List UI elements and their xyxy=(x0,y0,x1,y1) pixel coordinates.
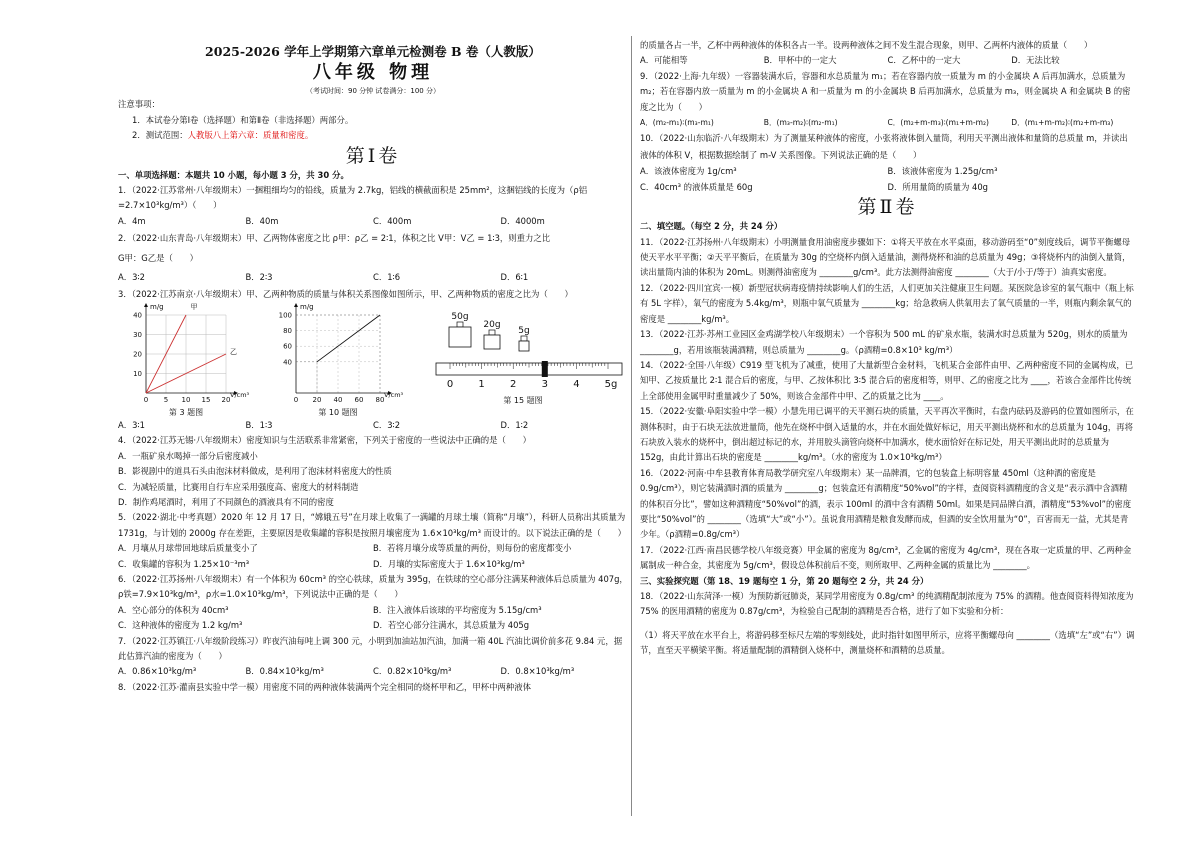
x-tick-label: 20 xyxy=(221,395,231,404)
option: B．甲杯中的一定大 xyxy=(763,55,837,66)
option: D．0.8×10³kg/m³ xyxy=(500,666,575,677)
y-tick-label: 80 xyxy=(283,326,292,335)
option: B．40m xyxy=(245,215,279,226)
weight-label: 5g xyxy=(518,325,530,336)
question-2: 2．（2022·山东青岛·八年级期末）甲、乙两物体密度之比 ρ甲：ρ乙 = 2∶1，体积之比 V甲：V乙 = 1∶3，则重力之比 xyxy=(118,233,551,244)
figure-10-caption: 第 10 题图 xyxy=(318,407,358,417)
x-axis-label: V/cm³ xyxy=(384,390,404,399)
option: B．0.84×10³kg/m³ xyxy=(245,666,324,677)
option: B．(m₃-m₂)∶(m₂-m₁) xyxy=(763,118,838,128)
figure-3-caption: 第 3 题图 xyxy=(168,407,204,417)
option: C．40cm³ 的液体质量是 60g xyxy=(640,181,753,192)
y-arrow xyxy=(144,303,148,307)
option: A．月壤从月球带回地球后质量变小了 xyxy=(118,543,258,554)
question-14: 14．（2022·全国·八年级）C919 型飞机为了减重，使用了大量新型合金材料，飞机某合金部件由甲、乙两种密度不同的金属构成，已知甲、乙按质量比 2∶1 混合后的密度，与甲、乙按体积比 3∶5 混合后的密度相等，则甲、乙的密度之比为 ____，若该合金部件比传统上全部使用金属甲时重量减少了 50%，则该合金部件中甲、乙的质量之比为 ____。 xyxy=(640,359,1134,401)
y-tick-label: 10 xyxy=(133,369,142,378)
question-1-options xyxy=(118,214,628,229)
option: B．若将月壤分成等质量的两份，则每份的密度都变小 xyxy=(373,543,572,554)
figure-3-graph xyxy=(118,303,268,418)
scale-label: 0 xyxy=(446,378,454,390)
option: D．所用量筒的质量为 40g xyxy=(887,181,988,192)
test-scope: 人教版八上第六章：质量和密度。 xyxy=(187,130,314,141)
question-8-cont: 的质量各占一半，乙杯中两种液体的体积各占一半。设两种液体之间不发生混合现象，则甲、乙两杯内液体的质量（ ） xyxy=(640,40,1093,50)
option: C．(m₂+m-m₃)∶(m₁+m-m₂) xyxy=(887,118,989,128)
y-tick-label: 20 xyxy=(133,350,142,359)
option: A．可能相等 xyxy=(640,55,688,66)
scale-label: 4 xyxy=(573,378,580,390)
notes-item-2: 2．测试范围：人教版八上第六章：质量和密度。 xyxy=(132,130,314,141)
option: B．该液体密度为 1.25g/cm³ xyxy=(887,166,998,177)
question-16: 16．（2022·河南·中牟县教育体育局教学研究室八年级期末）某一品牌酒，它的包装盒上标明容量 450ml（这种酒的密度是 0.9g/cm³），则它装满酒时酒的质量为 ________g；包装盒还有酒精度“50%vol”的字样，查阅资料酒精度的含义是“表示酒中含酒精的体积百分比”，譬如这种酒精度“50%vol”的酒，表示 100ml 的酒中含有酒精 50ml。如果是同品牌白酒，酒精度“53%vol”的密度要比“50%vol”的 ________（选填“大”或“小”）。虽说食用酒精是粮食发酵而成，但酒的安全饮用量为“0”，百害而无一益，尤其是青少年。（ρ酒精=0.8g/cm³） xyxy=(640,467,1132,540)
section-2-heading: 二、填空题。（每空 2 分，共 24 分） xyxy=(640,221,783,232)
y-arrow xyxy=(294,303,298,307)
scale-label: 2 xyxy=(510,378,517,390)
option: D．月壤的实际密度大于 1.6×10³kg/m³ xyxy=(373,558,525,569)
y-tick-label: 60 xyxy=(283,342,292,351)
option: C．收集罐的容积为 1.25×10⁻³m³ xyxy=(118,558,250,569)
x-tick-label: 0 xyxy=(143,395,149,404)
rider xyxy=(542,361,548,377)
question-15: 15．（2022·安徽·阜阳实验中学一模）小慧先用已调平的天平测石块的质量，天平再次平衡时，右盘内砝码及游码的位置如图所示，在测体积时，由于石块无法放进量筒，他先在烧杯中倒入适量的水，并在水面处做好标记，用天平测出烧杯和水的总质量为 104g，再将石块放入装水的烧杯中，倒出超过标记的水，并用胶头滴管向烧杯中加满水，使水面恰好在标记处，用天平测出此时的总质量为 152g，由此计算出石块的密度是 ________kg/m³。（水的密度为 1.0×10³kg/m³） xyxy=(640,406,1134,463)
column-divider xyxy=(631,36,632,816)
weight-knob xyxy=(521,336,527,341)
x-tick-label: 10 xyxy=(181,395,191,404)
x-tick-label: 60 xyxy=(354,395,364,404)
notes-item-1: 1．本试卷分第Ⅰ卷（选择题）和第Ⅱ卷（非选择题）两部分。 xyxy=(132,114,354,125)
weight-label: 50g xyxy=(451,311,469,322)
question-5: 5．（2022·湖北·中考真题）2020 年 12 月 17 日，“嫦娥五号”在月球上收集了一满罐的月球土壤（简称“月壤”），科研人员称出其质量为 1731g，与计划的 2000g 存在差距，主要原因是收集罐的容积是按照月壤密度为 1.6×10³kg/m³ 而设计的。以下说法正确的是（ ） xyxy=(118,512,627,538)
x-axis-label: V/cm³ xyxy=(230,390,250,399)
option: D．制作鸡尾酒时，利用了不同颜色的酒液具有不同的密度 xyxy=(118,496,334,507)
question-10-options-row2 xyxy=(640,180,1135,195)
weight-knob xyxy=(489,330,495,335)
weight-knob xyxy=(457,322,463,327)
weight-20g xyxy=(484,335,500,349)
question-6-options-row1 xyxy=(118,603,628,618)
option: C．400m xyxy=(373,215,412,226)
exam-title: 2025-2026 学年上学期第六章单元检测卷 B 卷（人教版） xyxy=(205,44,541,59)
option: A．3∶2 xyxy=(118,272,145,283)
figure-15-balance xyxy=(418,303,628,418)
x-tick-label: 20 xyxy=(312,395,322,404)
y-axis-label: m/g xyxy=(300,302,314,311)
option: B．注入液体后该球的平均密度为 5.15g/cm³ xyxy=(373,604,542,615)
x-tick-label: 15 xyxy=(201,395,211,404)
option: D．(m₁+m-m₂)∶(m₂+m-m₃) xyxy=(1011,118,1114,128)
question-10: 10．（2022·山东临沂·八年级期末）为了测量某种液体的密度，小张将液体倒入量筒，利用天平测出液体和量筒的总质量 m，并读出液体的体积 V，根据数据绘制了 m-V 关系图像。下列说法正确的是（ ） xyxy=(640,133,1128,161)
section-3-heading: 三、实验探究题（第 18、19 题每空 1 分，第 20 题每空 2 分，共 24 分） xyxy=(640,575,929,586)
option: B．2∶3 xyxy=(245,272,273,283)
question-9-options xyxy=(640,115,1135,130)
weight-5g xyxy=(519,341,529,351)
question-13: 13．（2022·江苏·苏州工业园区金鸡湖学校八年级期末）一个容积为 500 mL 的矿泉水瓶，装满水时总质量为 520g，则水的质量为 ________g，若用该瓶装满酒精，则总质量为 ________g。（ρ酒精=0.8×10³ kg/m³） xyxy=(640,329,1128,355)
option: A．一瓶矿泉水喝掉一部分后密度减小 xyxy=(118,450,258,461)
x-tick-label: 5 xyxy=(163,395,169,404)
grade-title: 八年级 物理 xyxy=(312,62,434,84)
question-1: 1．（2022·江苏常州·八年级期末）一捆粗细均匀的铅线，质量为 2.7kg，铝线的横截面积是 25mm²，这捆铝线的长度为（ρ铝=2.7×10³kg/m³）（ ） xyxy=(118,185,588,211)
section-1-heading: 一、单项选择题：本题共 10 小题，每小题 3 分，共 30 分。 xyxy=(118,169,349,180)
series-label-yi: 乙 xyxy=(230,347,237,356)
option: A．3∶1 xyxy=(118,419,145,430)
x-tick-label: 0 xyxy=(293,395,299,404)
x-tick-label: 40 xyxy=(333,395,343,404)
option: C．0.82×10³kg/m³ xyxy=(373,666,452,677)
option: D．4000m xyxy=(500,215,545,226)
option: A．0.86×10³kg/m³ xyxy=(118,666,197,677)
question-4: 4．（2022·江苏无锡·八年级期末）密度知识与生活联系非常紧密，下列关于密度的一些说法中正确的是（ ） xyxy=(118,435,532,446)
question-5-options-row1 xyxy=(118,541,628,556)
option: D．无法比较 xyxy=(1011,55,1060,66)
question-18-part-1: （1）将天平放在水平台上，将游码移至标尺左端的零刻线处，此时指针如图甲所示，应将平衡螺母向 ________（选填“左”或“右”）调节，直至天平横梁平衡。将适量配制的酒精倒入烧杯中，测量烧杯和酒精的总质量。 xyxy=(640,629,1135,656)
y-tick-label: 40 xyxy=(133,311,142,320)
question-3-options xyxy=(118,418,628,433)
option: C．这种液体的密度为 1.2 kg/m³ xyxy=(118,620,243,631)
option: A．该液体密度为 1g/cm³ xyxy=(640,166,737,177)
scale-label: 1 xyxy=(478,378,485,390)
right-column xyxy=(640,38,1135,659)
question-9: 9．（2022·上海·九年级）一容器装满水后，容器和水总质量为 m₁；若在容器内放一质量为 m 的小金属块 A 后再加满水，总质量为 m₂；若在容器内放一质量为 m 的小金属块 A 和一质量为 m 的小金属块 B 后再加满水，总质量为 m₃，则金属块 A 和金属块 B 的密度之比为（ ） xyxy=(640,70,1131,112)
option: C．1∶6 xyxy=(373,272,401,283)
option: B．影视剧中的道具石头由泡沫材料做成，是利用了泡沫材料密度大的性质 xyxy=(118,466,392,477)
option: A．空心部分的体积为 40cm³ xyxy=(118,604,229,615)
question-6: 6．（2022·江苏扬州·八年级期末）有一个体积为 60cm³ 的空心铁球，质量为 395g，在铁球的空心部分注满某种液体后总质量为 407g，ρ铁=7.9×10³kg/m³，ρ水=1.0×10³kg/m³，下列说法中正确的是（ ） xyxy=(118,573,628,600)
question-2-options xyxy=(118,270,628,285)
option: C．3∶2 xyxy=(373,419,401,430)
figures-row xyxy=(118,303,628,418)
option: D．6∶1 xyxy=(500,272,529,283)
option: A．4m xyxy=(118,215,146,226)
series-line xyxy=(317,315,380,362)
series-label-jia: 甲 xyxy=(190,303,198,312)
y-tick-label: 30 xyxy=(133,330,142,339)
question-2-cont: G甲：G乙是（ ） xyxy=(118,252,198,263)
option: B．1∶3 xyxy=(245,419,273,430)
weight-label: 20g xyxy=(483,319,501,330)
question-18: 18．（2022·山东菏泽·一模）为预防新冠肺炎，某同学用密度为 0.8g/cm³ 的纯酒精配制浓度为 75% 的酒精。他查阅资料得知浓度为 75% 的医用酒精的密度为 0.87g/cm³，为检验自己配制的酒精是否合格，进行了如下实验和分析： xyxy=(640,591,1134,617)
weight-50g xyxy=(449,327,471,347)
scale-label: 3 xyxy=(541,378,548,390)
question-3: 3．（2022·江苏南京·八年级期末）甲、乙两种物质的质量与体积关系图像如图所示，甲、乙两种物质的密度之比为（ ） xyxy=(118,289,573,300)
part-2-title: 第Ⅱ卷 xyxy=(857,196,918,219)
part-1-title: 第Ⅰ卷 xyxy=(345,144,401,167)
question-10-options-row1 xyxy=(640,164,1135,179)
question-7: 7．（2022·江苏镇江·八年级阶段练习）昨夜汽油每吨上调 300 元，小明到加油站加汽油，加满一箱 40L 汽油比调价前多花 9.84 元，据此估算汽油的密度为（ ） xyxy=(118,635,623,661)
y-tick-label: 40 xyxy=(283,358,292,367)
figure-15-caption: 第 15 题图 xyxy=(503,395,543,405)
notes-heading: 注意事项： xyxy=(118,99,160,110)
option: D．若空心部分注满水，其总质量为 405g xyxy=(373,620,530,631)
figure-10-graph xyxy=(268,303,418,418)
question-5-options-row2 xyxy=(118,557,628,572)
exam-info: （考试时间：90 分钟 试卷满分：100 分） xyxy=(306,87,440,96)
option: D．1∶2 xyxy=(500,419,529,430)
question-12: 12．（2022·四川宜宾·一模）新型冠状病毒疫情持续影响人们的生活，人们更加关注健康卫生问题。某医院急诊室的氧气瓶中（瓶上标有 5L 字样），氧气的密度为 5.4kg/m³，则瓶中氧气质量为 ________kg；给急救病人供氧用去了氧气质量的一半，则瓶内剩余氧气的密度是 ________kg/m³。 xyxy=(640,282,1134,324)
question-8: 8．（2022·江苏·灌南县实验中学一模）用密度不同的两种液体装满两个完全相同的烧杯甲和乙，甲杯中两种液体 xyxy=(118,681,532,692)
question-6-options-row2 xyxy=(118,618,628,633)
left-column xyxy=(118,38,628,695)
y-axis-label: m/g xyxy=(150,302,164,311)
option: C．为减轻质量，比赛用自行车应采用强度高、密度大的材料制造 xyxy=(118,481,359,492)
question-11: 11．（2022·江苏扬州·八年级期末）小明测量食用油密度步骤如下：①将天平放在水平桌面，移动游码至“0”刻度线后，调节平衡螺母使天平水平平衡；②天平平衡后，在质量为 30g 的空烧杯内倒入适量油，测得烧杯和油的总质量为 49g；③将烧杯内的油倒入量筒，读出量筒内油的体积为 20mL。则测得油密度为 ________g/cm³。此方法测得油密度 ________（大于/小于/等于）油真实密度。 xyxy=(640,236,1131,278)
scale-label: 5g xyxy=(604,378,618,390)
question-17: 17．（2022·江西·南昌民德学校八年级竞赛）甲金属的密度为 8g/cm³，乙金属的密度为 4g/cm³，现在各取一定质量的甲、乙两种金属制成一种合金，其密度为 5g/cm³，假设总体积前后不变，则所取甲、乙两种金属的质量比为 ________。 xyxy=(640,544,1132,571)
x-tick-label: 80 xyxy=(375,395,385,404)
question-7-options xyxy=(118,664,628,679)
option: A．(m₂-m₁)∶(m₃-m₁) xyxy=(640,118,714,128)
y-tick-label: 100 xyxy=(278,311,292,320)
option: C．乙杯中的一定大 xyxy=(887,55,961,66)
question-8-options xyxy=(640,53,1135,68)
